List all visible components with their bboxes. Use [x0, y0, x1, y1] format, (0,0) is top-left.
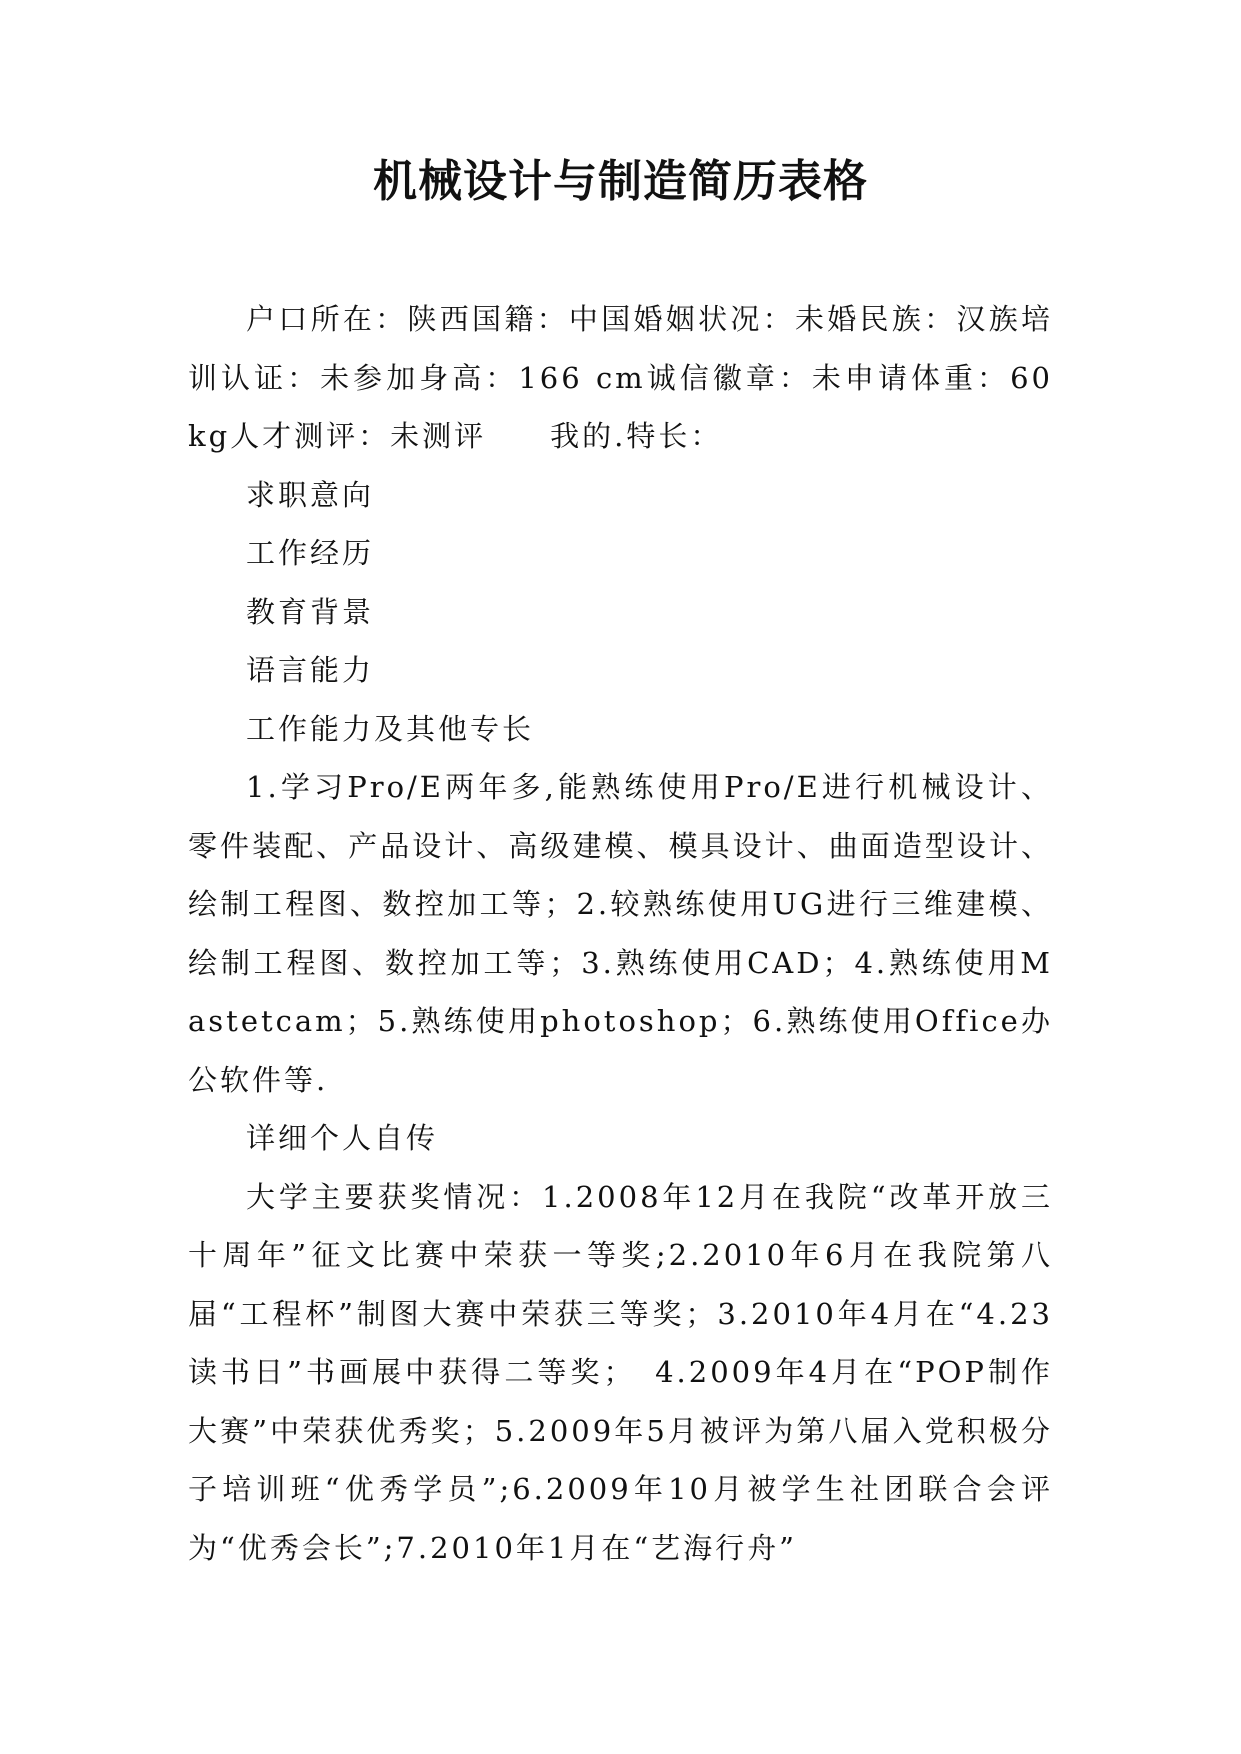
section-skills-heading: 工作能力及其他专长: [246, 711, 535, 746]
section-job-intention: 求职意向: [246, 477, 375, 512]
section-education: 教育背景: [246, 594, 375, 629]
section-work-experience: 工作经历: [246, 536, 375, 570]
awards-paragraph: 大学主要获奖情况：1.2008年12月在我院“改革开放三十周年”征文比赛中荣获一等奖;2.2010年6月在我院第八届“工程杯”制图大赛中荣获三等奖；3.2010年4月在“4.23读书日”书画展中获得二等奖； 4.2009年4月在“POP制作大赛”中荣获优秀奖；5.2009年5月被评为第八届入党积极分子培训班“优秀学员”;6.2009年10月被学生社团联合会评为“优秀会长”;7.2010年1月在“艺海行舟”: [188, 1179, 1053, 1565]
section-language: 语言能力: [246, 653, 375, 687]
document-body: [188, 290, 1053, 1577]
skills-paragraph: 1.学习Pro/E两年多,能熟练使用Pro/E进行机械设计、零件装配、产品设计、高级建模、模具设计、曲面造型设计、绘制工程图、数控加工等；2.较熟练使用UG进行三维建模、绘制工程图、数控加工等；3.熟练使用CAD；4.熟练使用Mastetcam；5.熟练使用photoshop；6.熟练使用Office办公软件等.: [188, 770, 1053, 1097]
personal-info-paragraph: 户口所在：陕西国籍：中国婚姻状况：未婚民族：汉族培训认证：未参加身高：166 cm诚信徽章：未申请体重：60 kg人才测评：未测评 我的.特长：: [188, 302, 1053, 453]
document-title: 机械设计与制造简历表格: [373, 156, 868, 207]
section-self-intro-heading: 详细个人自传: [246, 1121, 439, 1155]
